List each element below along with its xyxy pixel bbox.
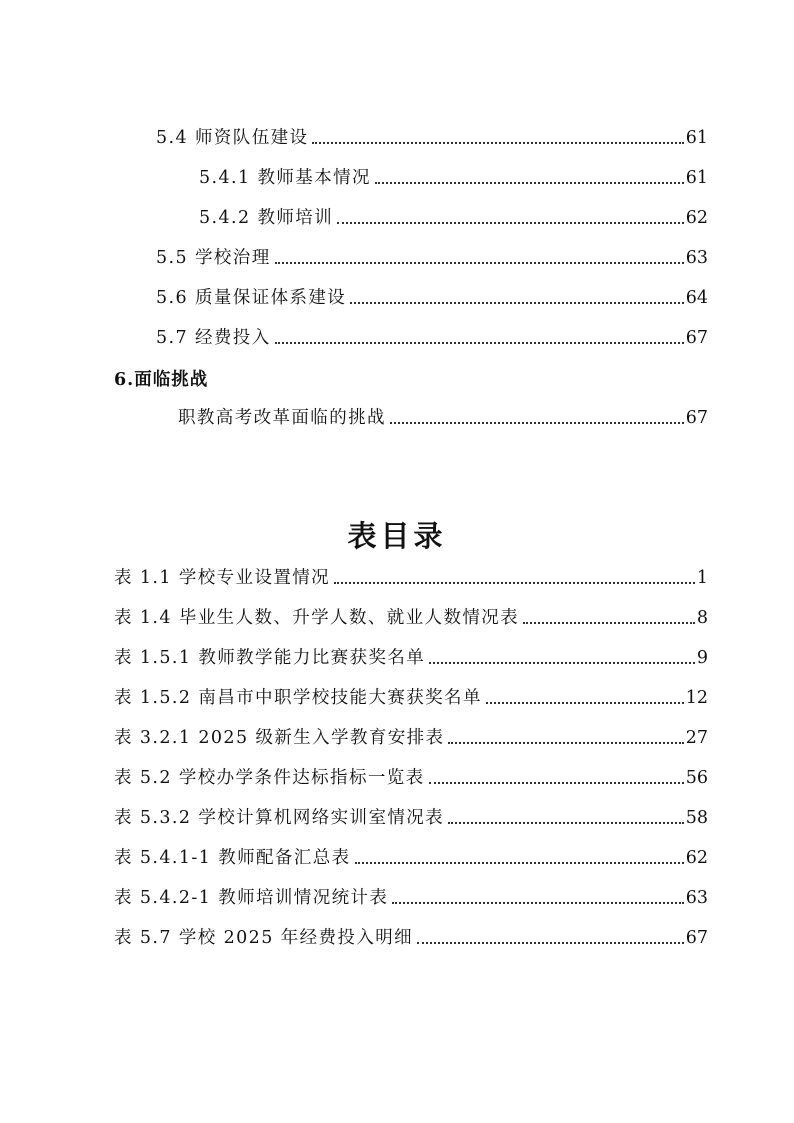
toc-entry[interactable] bbox=[156, 246, 708, 270]
toc-page-number: 64 bbox=[685, 288, 708, 308]
table-page-number: 12 bbox=[685, 688, 708, 708]
toc-entry-label: 5.4 师资队伍建设 bbox=[156, 128, 309, 148]
table-index-entry[interactable] bbox=[114, 646, 708, 670]
table-page-number: 9 bbox=[696, 648, 708, 668]
table-page-number: 8 bbox=[696, 608, 708, 628]
toc-entry[interactable] bbox=[156, 126, 708, 150]
table-index-entry[interactable] bbox=[114, 726, 708, 750]
toc-entry-label: 5.7 经费投入 bbox=[156, 328, 271, 348]
table-page-number: 56 bbox=[685, 768, 708, 788]
toc-page-number: 61 bbox=[685, 128, 708, 148]
toc-entry-label: 5.5 学校治理 bbox=[156, 248, 271, 268]
table-entry-label: 表 1.4 毕业生人数、升学人数、就业人数情况表 bbox=[114, 608, 520, 628]
dot-leader bbox=[275, 262, 684, 264]
dot-leader bbox=[448, 742, 683, 744]
table-entry-label: 表 1.5.2 南昌市中职学校技能大赛获奖名单 bbox=[114, 688, 482, 708]
table-index-entry[interactable] bbox=[114, 766, 708, 790]
table-entry-label: 表 5.7 学校 2025 年经费投入明细 bbox=[114, 928, 414, 948]
dot-leader bbox=[448, 822, 684, 824]
dot-leader bbox=[486, 702, 684, 704]
table-index-entry[interactable] bbox=[114, 566, 708, 590]
dot-leader bbox=[390, 422, 684, 424]
toc-entry-label: 职教高考改革面临的挑战 bbox=[178, 408, 386, 428]
toc-entry[interactable] bbox=[178, 406, 708, 430]
toc-entry-label: 5.6 质量保证体系建设 bbox=[156, 288, 347, 308]
table-entry-label: 表 1.1 学校专业设置情况 bbox=[114, 568, 331, 588]
table-index-entry[interactable] bbox=[114, 846, 708, 870]
table-page-number: 63 bbox=[685, 888, 708, 908]
table-index-title: 表目录 bbox=[347, 519, 447, 553]
table-page-number: 62 bbox=[685, 848, 708, 868]
toc-page-number: 62 bbox=[685, 208, 708, 228]
table-entry-label: 表 1.5.1 教师教学能力比赛获奖名单 bbox=[114, 648, 426, 668]
toc-page-number: 61 bbox=[685, 168, 708, 188]
dot-leader bbox=[337, 222, 684, 224]
dot-leader bbox=[375, 182, 684, 184]
toc-entry[interactable] bbox=[156, 326, 708, 350]
table-entry-label: 表 5.4.2-1 教师培训情况统计表 bbox=[114, 888, 389, 908]
dot-leader bbox=[429, 662, 695, 664]
table-index-entry[interactable] bbox=[114, 926, 708, 950]
toc-entry[interactable] bbox=[199, 206, 708, 230]
table-index-entry[interactable] bbox=[114, 606, 708, 630]
table-index-entry[interactable] bbox=[114, 686, 708, 710]
dot-leader bbox=[392, 902, 683, 904]
dot-leader bbox=[429, 782, 684, 784]
dot-leader bbox=[350, 302, 684, 304]
toc-entry-label: 5.4.1 教师基本情况 bbox=[199, 168, 371, 188]
toc-page-number: 63 bbox=[685, 248, 708, 268]
toc-entry[interactable] bbox=[156, 286, 708, 310]
dot-leader bbox=[523, 622, 695, 624]
table-index-entry[interactable] bbox=[114, 806, 708, 830]
dot-leader bbox=[355, 862, 684, 864]
dot-leader bbox=[275, 342, 684, 344]
dot-leader bbox=[312, 142, 683, 144]
table-entry-label: 表 5.2 学校办学条件达标指标一览表 bbox=[114, 768, 425, 788]
toc-entry-label: 5.4.2 教师培训 bbox=[199, 208, 334, 228]
table-index-entry[interactable] bbox=[114, 886, 708, 910]
table-page-number: 1 bbox=[696, 568, 708, 588]
table-entry-label: 表 5.3.2 学校计算机网络实训室情况表 bbox=[114, 808, 445, 828]
toc-entry[interactable] bbox=[199, 166, 708, 190]
table-entry-label: 表 3.2.1 2025 级新生入学教育安排表 bbox=[114, 728, 445, 748]
table-page-number: 67 bbox=[685, 928, 708, 948]
table-page-number: 27 bbox=[685, 728, 708, 748]
chapter-heading[interactable]: 6.面临挑战 bbox=[114, 370, 209, 390]
dot-leader bbox=[417, 942, 684, 944]
table-page-number: 58 bbox=[685, 808, 708, 828]
toc-page-number: 67 bbox=[685, 328, 708, 348]
table-entry-label: 表 5.4.1-1 教师配备汇总表 bbox=[114, 848, 351, 868]
toc-page-number: 67 bbox=[685, 408, 708, 428]
dot-leader bbox=[334, 582, 695, 584]
